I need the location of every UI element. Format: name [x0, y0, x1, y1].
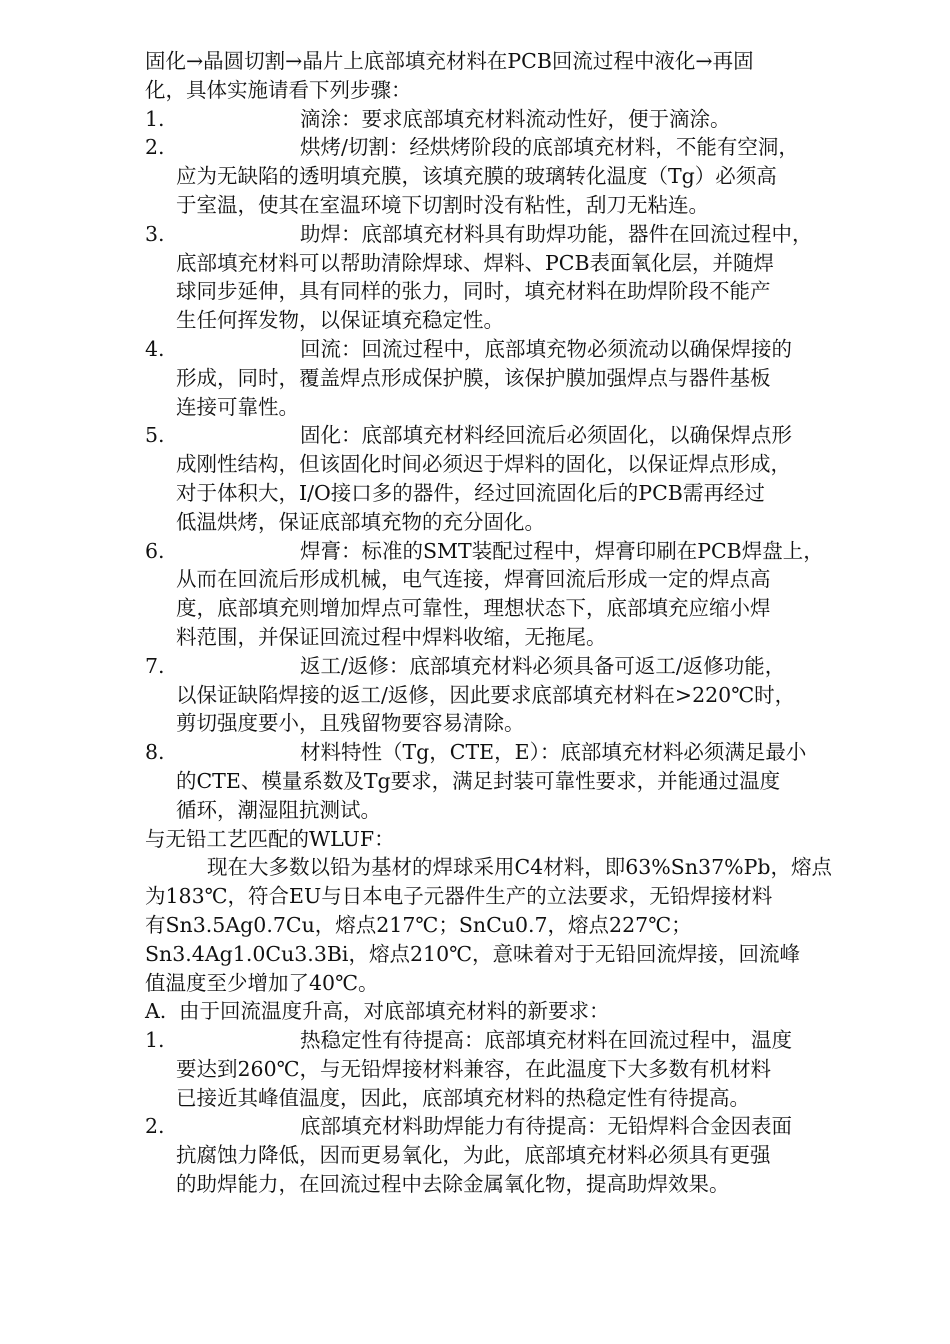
subsection-heading: [145, 997, 890, 1026]
list-item-text: 回流：回流过程中，底部填充物必须流动以确保焊接的: [300, 336, 792, 361]
intro-paragraph: [145, 47, 890, 105]
list-item-text: 返工/返修：底部填充材料必须具备可返工/返修功能，: [300, 653, 786, 678]
body-paragraph: [145, 853, 890, 997]
list-item-text: 焊膏：标准的SMT装配过程中，焊膏印刷在PCB焊盘上，: [300, 538, 824, 563]
subsection-text: 由于回流温度升高，对底部填充材料的新要求：: [179, 999, 610, 1024]
document-body: [145, 47, 890, 1199]
list-item-text: 固化：底部填充材料经回流后必须固化，以确保焊点形: [300, 423, 792, 448]
list-item: [145, 652, 890, 738]
list-item-number: 4.: [145, 336, 165, 361]
list-item-text: 抗腐蚀力降低，因而更易氧化，为此，底部填充材料必须具有更强: [176, 1143, 771, 1168]
subsection-label: A.: [145, 999, 167, 1024]
list-item-number: 2.: [145, 1114, 165, 1139]
list-item: [145, 105, 890, 134]
list-item-text: 连接可靠性。: [176, 394, 299, 419]
list-item-text: 材料特性（Tg，CTE，E）：底部填充材料必须满足最小: [300, 740, 807, 765]
list-item-text: 循环，潮湿阻抗测试。: [176, 797, 381, 822]
list-item-text: 的助焊能力，在回流过程中去除金属氧化物，提高助焊效果。: [176, 1172, 730, 1197]
list-item-text: 热稳定性有待提高：底部填充材料在回流过程中，温度: [300, 1028, 792, 1053]
list-item-number: 1.: [145, 106, 165, 131]
list-item-number: 8.: [145, 740, 165, 765]
list-item: [145, 133, 890, 219]
list-item-text: 低温烘烤，保证底部填充物的充分固化。: [176, 509, 545, 534]
list-item-text: 底部填充材料可以帮助清除焊球、焊料、PCB表面氧化层，并随焊: [176, 250, 775, 275]
intro-line: 化，具体实施请看下列步骤：: [145, 77, 412, 102]
list-item-text: 助焊：底部填充材料具有助焊功能，器件在回流过程中，: [300, 221, 813, 246]
list-item: [145, 1026, 890, 1112]
list-item-text: 剪切强度要小，且残留物要容易清除。: [176, 711, 525, 736]
list-item-text: 对于体积大，I/O接口多的器件，经过回流固化后的PCB需再经过: [176, 480, 765, 505]
list-item: [145, 738, 890, 824]
list-item: [145, 537, 890, 652]
list-item-text: 应为无缺陷的透明填充膜，该填充膜的玻璃转化温度（Tg）必须高: [176, 164, 777, 189]
list-item-text: 滴涂：要求底部填充材料流动性好，便于滴涂。: [300, 106, 731, 131]
paragraph-line: Sn3.4Ag1.0Cu3.3Bi，熔点210℃，意味着对于无铅回流焊接，回流峰: [145, 941, 801, 966]
list-item-number: 3.: [145, 221, 165, 246]
list-item: [145, 421, 890, 536]
paragraph-line: 现在大多数以铅为基材的焊球采用C4材料，即63%Sn37%Pb，熔点: [207, 855, 833, 880]
list-item-number: 6.: [145, 538, 165, 563]
list-item-text: 的CTE、模量系数及Tg要求，满足封装可靠性要求，并能通过温度: [176, 768, 781, 793]
intro-line: 固化→晶圆切割→晶片上底部填充材料在PCB回流过程中液化→再固: [145, 49, 754, 73]
list-item-number: 1.: [145, 1028, 165, 1053]
list-item-text: 烘烤/切割：经烘烤阶段的底部填充材料，不能有空洞，: [300, 135, 799, 160]
list-item-text: 形成，同时，覆盖焊点形成保护膜，该保护膜加强焊点与器件基板: [176, 365, 771, 390]
list-item-text: 料范围，并保证回流过程中焊料收缩，无拖尾。: [176, 624, 607, 649]
list-item-text: 生任何挥发物，以保证填充稳定性。: [176, 308, 504, 333]
paragraph-line: 有Sn3.5Ag0.7Cu，熔点217℃；SnCu0.7，熔点227℃；: [145, 912, 692, 937]
list-item: [145, 335, 890, 421]
list-item-number: 7.: [145, 653, 165, 678]
list-item-text: 要达到260℃，与无铅焊接材料兼容，在此温度下大多数有机材料: [176, 1056, 772, 1081]
list-item-number: 2.: [145, 135, 165, 160]
list-item-text: 度，底部填充则增加焊点可靠性，理想状态下，底部填充应缩小焊: [176, 596, 771, 621]
list-item-text: 成刚性结构，但该固化时间必须迟于焊料的固化，以保证焊点形成，: [176, 452, 791, 477]
list-item: [145, 220, 890, 335]
paragraph-line: 值温度至少增加了40℃。: [145, 970, 379, 995]
paragraph-line: 为183℃，符合EU与日本电子元器件生产的立法要求，无铅焊接材料: [145, 884, 773, 909]
list-item-text: 于室温，使其在室温环境下切割时没有粘性，刮刀无粘连。: [176, 192, 709, 217]
section-heading: 与无铅工艺匹配的WLUF：: [145, 826, 395, 851]
list-item-text: 以保证缺陷焊接的返工/返修，因此要求底部填充材料在>220℃时，: [176, 682, 796, 707]
list-item-text: 球同步延伸，具有同样的张力，同时，填充材料在助焊阶段不能产: [176, 279, 771, 304]
list-item: [145, 1112, 890, 1198]
list-item-text: 底部填充材料助焊能力有待提高：无铅焊料合金因表面: [300, 1114, 792, 1139]
steps-list: [145, 105, 890, 825]
list-item-number: 5.: [145, 423, 165, 448]
list-item-text: 已接近其峰值温度，因此，底部填充材料的热稳定性有待提高。: [176, 1085, 750, 1110]
requirements-list: [145, 1026, 890, 1199]
list-item-text: 从而在回流后形成机械，电气连接，焊膏回流后形成一定的焊点高: [176, 567, 771, 592]
